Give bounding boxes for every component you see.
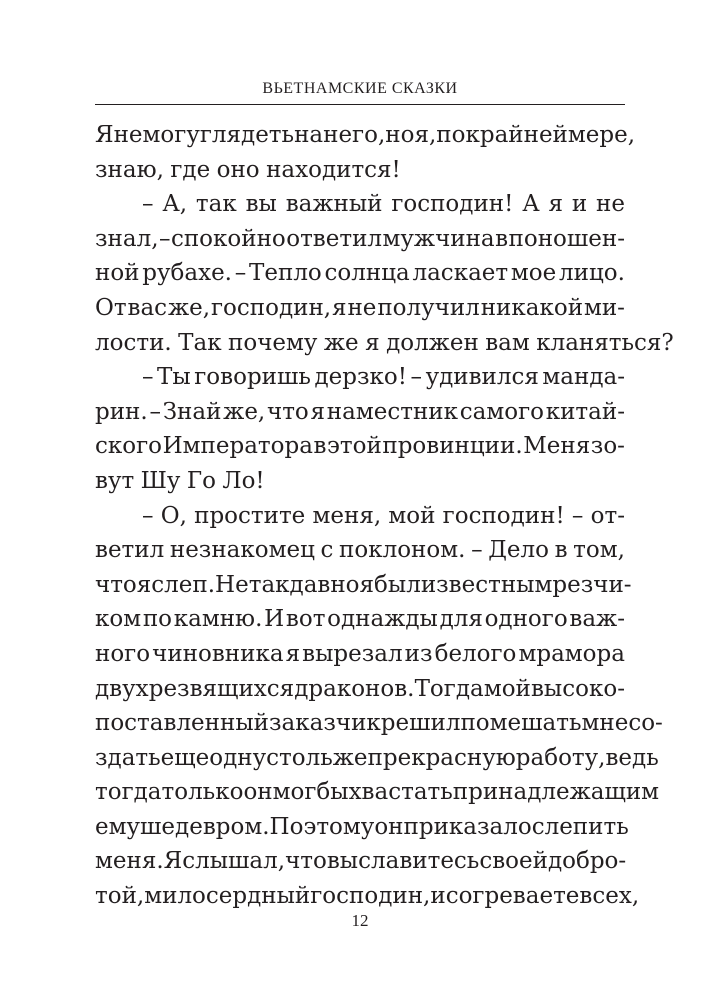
word: ми- — [583, 294, 625, 321]
word: помешать — [460, 710, 582, 737]
text-line — [95, 291, 625, 326]
word: манда- — [542, 364, 625, 391]
text-line — [95, 222, 625, 257]
word: хвастать — [348, 779, 453, 806]
word: знаю, — [95, 156, 164, 183]
word: ветил — [95, 537, 165, 564]
word: и — [430, 883, 446, 910]
word: мой — [483, 675, 531, 702]
word: почему — [228, 329, 318, 356]
word: – — [158, 225, 171, 252]
word: ком — [95, 606, 142, 633]
text-line — [95, 879, 640, 914]
word: с — [320, 537, 334, 564]
word: От — [95, 294, 127, 321]
word: слышал, — [182, 848, 286, 875]
word: оно — [216, 156, 260, 183]
word: прекрасную — [367, 744, 516, 771]
word: меня. — [95, 848, 164, 875]
word: добро- — [547, 848, 627, 875]
word: по — [142, 606, 173, 633]
word: и — [571, 191, 588, 218]
word: что — [267, 398, 309, 425]
word: рубахе. — [142, 260, 232, 287]
word: Я — [163, 848, 183, 875]
word: я — [310, 398, 326, 425]
word: господин! — [391, 191, 514, 218]
word: поклоном. — [339, 537, 466, 564]
text-line — [95, 568, 632, 603]
word: мое — [510, 260, 557, 287]
word: Меня — [523, 433, 591, 460]
word: Дело — [488, 537, 549, 564]
word: в — [313, 433, 327, 460]
text-line — [95, 429, 625, 464]
text-line — [95, 360, 625, 395]
text-line — [95, 326, 674, 361]
header-rule — [95, 104, 625, 105]
word: же — [332, 744, 368, 771]
word: был — [374, 571, 421, 598]
word: – — [142, 502, 154, 529]
word: приказал — [403, 813, 518, 840]
text-line — [95, 187, 625, 222]
word: Ло! — [222, 467, 265, 494]
text-line — [95, 706, 663, 741]
word: вы — [245, 191, 277, 218]
word: здать — [95, 744, 161, 771]
word: не — [347, 294, 377, 321]
word: Шу — [140, 467, 181, 494]
word: наместник — [326, 398, 458, 425]
word: ной — [95, 260, 140, 287]
word: чиновника — [152, 640, 284, 667]
text-line — [95, 844, 625, 879]
word: получил — [377, 294, 480, 321]
word: важ- — [569, 606, 625, 633]
word: Тогда — [414, 675, 484, 702]
word: только — [161, 779, 244, 806]
text-line — [95, 499, 625, 534]
word: О, — [160, 502, 187, 529]
word: – — [571, 502, 584, 529]
word: ослепить — [517, 813, 629, 840]
word: должен — [386, 329, 479, 356]
word: спокойно — [170, 225, 286, 252]
word: что — [285, 848, 327, 875]
word: камню. — [173, 606, 263, 633]
word: драконов. — [294, 675, 415, 702]
word: в — [495, 225, 509, 252]
word: я — [359, 571, 375, 598]
word: знал, — [95, 225, 159, 252]
word: простите — [194, 502, 306, 529]
word: тогда — [95, 779, 162, 806]
word: дерзко! — [314, 364, 407, 391]
text-line — [95, 741, 659, 776]
word: я, — [414, 122, 437, 148]
text-line — [95, 256, 625, 291]
word: провинции. — [382, 433, 523, 460]
word: одного — [484, 606, 568, 633]
word: него, — [323, 122, 386, 148]
word: Я — [95, 122, 114, 148]
word: Ты — [157, 364, 191, 391]
word: вас — [127, 294, 168, 321]
word: самого — [459, 398, 544, 425]
word: китай- — [545, 398, 625, 425]
word: он — [374, 813, 404, 840]
word: не — [596, 191, 625, 218]
word: говоришь — [194, 364, 311, 391]
word: вут — [95, 467, 135, 494]
text-line — [95, 810, 629, 845]
word: известным — [420, 571, 553, 598]
text-line — [95, 533, 625, 568]
word: я — [365, 329, 380, 356]
word: резчи- — [552, 571, 632, 598]
word: – — [149, 398, 161, 425]
word: вырезал — [302, 640, 403, 667]
word: – — [410, 364, 423, 391]
word: я — [332, 294, 347, 321]
word: ему — [95, 813, 141, 840]
word: он — [243, 779, 273, 806]
word: Императора — [162, 433, 313, 460]
word: меня, — [312, 502, 382, 529]
word: бы — [316, 779, 349, 806]
word: что — [95, 571, 137, 598]
word: – — [234, 260, 247, 287]
word: милосердный — [144, 883, 311, 910]
word: Поэтому — [269, 813, 375, 840]
word: А — [522, 191, 540, 218]
word: мужчина — [382, 225, 495, 252]
word: в — [554, 537, 568, 564]
word: солнца — [324, 260, 410, 287]
word: поношен- — [508, 225, 625, 252]
word: же, — [223, 398, 266, 425]
word: ответил — [286, 225, 383, 252]
text-line — [95, 118, 636, 153]
word: двух — [95, 675, 149, 702]
body-text — [95, 118, 674, 914]
word: ласкает — [412, 260, 509, 287]
word: от- — [590, 502, 625, 529]
word: никакой — [480, 294, 584, 321]
word: же, — [167, 294, 211, 321]
word: – — [142, 364, 154, 391]
word: ского — [95, 433, 163, 460]
text-line — [95, 602, 625, 637]
text-line — [95, 153, 625, 188]
word: – — [471, 537, 483, 564]
word: одну — [209, 744, 267, 771]
word: но — [385, 122, 415, 148]
word: мрамора — [518, 640, 625, 667]
word: со- — [628, 710, 663, 737]
word: Не — [215, 571, 249, 598]
word: по — [436, 122, 466, 148]
word: заказчик — [268, 710, 381, 737]
word: том, — [573, 537, 625, 564]
word: же — [323, 329, 359, 356]
word: шедевром. — [140, 813, 270, 840]
word: мог — [272, 779, 317, 806]
word: Го — [186, 467, 216, 494]
word: решил — [380, 710, 461, 737]
text-line — [95, 672, 625, 707]
page-number: 12 — [351, 911, 369, 930]
word: мой — [388, 502, 436, 529]
word: кланяться? — [536, 329, 674, 356]
word: этой — [327, 433, 382, 460]
word: еще — [160, 744, 210, 771]
word: глядеть — [199, 122, 295, 148]
word: давно — [289, 571, 360, 598]
word: резвящихся — [148, 675, 295, 702]
word: своей — [479, 848, 548, 875]
word: зо- — [590, 433, 625, 460]
word: не — [113, 122, 143, 148]
word: для — [439, 606, 483, 633]
running-header: ВЬЕТНАМСКИЕ СКАЗКИ — [262, 80, 458, 97]
word: согреваете — [445, 883, 580, 910]
word: господин! — [442, 502, 565, 529]
word: А, — [162, 191, 188, 218]
word: И — [264, 606, 285, 633]
word: вы — [326, 848, 359, 875]
word: я — [136, 571, 152, 598]
word: важный — [285, 191, 383, 218]
text-line — [95, 775, 660, 810]
word: славитесь — [358, 848, 480, 875]
word: – — [142, 191, 154, 218]
word: всех, — [579, 883, 640, 910]
text-line — [95, 464, 625, 499]
word: вам — [485, 329, 530, 356]
text-line — [95, 637, 625, 672]
word: незнакомец — [169, 537, 315, 564]
word: удивился — [425, 364, 539, 391]
word: работу, — [515, 744, 606, 771]
word: вот — [285, 606, 326, 633]
word: Знай — [162, 398, 222, 425]
word: на — [294, 122, 324, 148]
word: рин. — [95, 398, 148, 425]
word: ного — [95, 640, 151, 667]
word: белого — [434, 640, 517, 667]
word: из — [404, 640, 433, 667]
word: находится! — [266, 156, 401, 183]
word: я — [548, 191, 563, 218]
word: господин, — [310, 883, 431, 910]
word: однажды — [327, 606, 438, 633]
word: поставленный — [95, 710, 269, 737]
word: лости. — [95, 329, 172, 356]
word: принадлежащим — [452, 779, 660, 806]
word: где — [170, 156, 211, 183]
word: господин, — [211, 294, 332, 321]
word: так — [195, 191, 237, 218]
word: лицо. — [559, 260, 625, 287]
word: ведь — [605, 744, 659, 771]
word: я — [285, 640, 301, 667]
text-line — [95, 395, 625, 430]
word: Так — [178, 329, 222, 356]
word: мере, — [567, 122, 636, 148]
word: той, — [95, 883, 145, 910]
word: слеп. — [151, 571, 216, 598]
word: высоко- — [530, 675, 625, 702]
word: Тепло — [249, 260, 322, 287]
word: могу — [142, 122, 200, 148]
word: крайней — [465, 122, 568, 148]
word: столь — [266, 744, 333, 771]
word: мне — [581, 710, 629, 737]
word: так — [248, 571, 290, 598]
